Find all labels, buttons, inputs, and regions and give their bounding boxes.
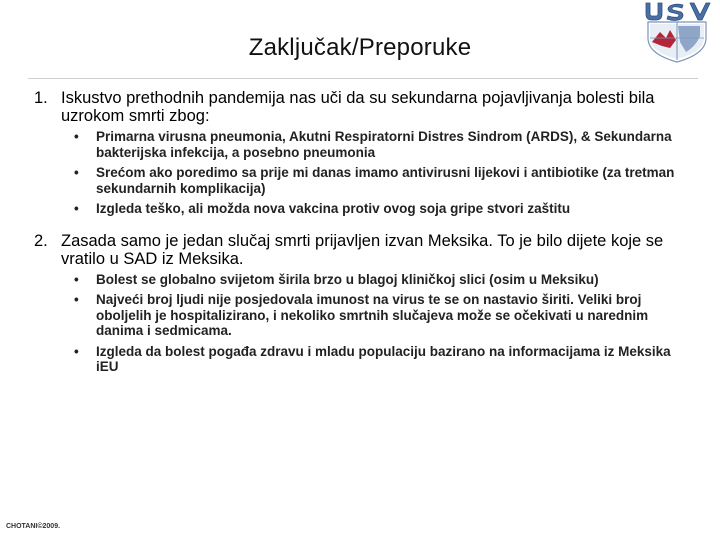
bullet-icon: • (74, 343, 79, 359)
content-area (34, 89, 694, 380)
bullet-icon: • (74, 292, 79, 307)
sub-list (34, 272, 694, 375)
sub-list-item (34, 292, 694, 339)
title-divider (28, 78, 698, 79)
bullet-icon: • (74, 165, 79, 180)
sub-list (34, 129, 694, 217)
list-item-text: Zasada samo je jedan slučaj smrti prijavljen izvan Meksika. To je bilo dijete koje se vratilo u SAD iz Meksika. (61, 231, 664, 268)
point-1 (34, 89, 694, 217)
sub-list-item (34, 201, 694, 217)
sub-item-text: Najveći broj ljudi nije posjedovala imunost na virus te se on nastavio širiti. Veliki broj oboljelih je hospitalizirano, i nekoliko smrtnih slučajeva može se očekivati u narednim danima i sedmicama. (96, 292, 649, 338)
sub-list-item (34, 129, 694, 160)
main-list-item (34, 89, 694, 125)
university-shield-icon (640, 2, 714, 64)
copyright-footer: CHOTANI©2009. (6, 523, 61, 530)
main-list-item (34, 232, 694, 268)
sub-list-item (34, 165, 694, 196)
slide-title: Zaključak/Preporuke (248, 34, 472, 61)
sub-item-text: Srećom ako poredimo sa prije mi danas imamo antivirusni lijekovi i antibiotike (za tretman sekundarnih komplikacija) (96, 165, 675, 196)
sub-item-text: Izgleda da bolest pogađa zdravu i mladu populaciju bazirano na informacijama iz Meksika iEU (96, 343, 671, 374)
sub-item-text: Primarna virusna pneumonia, Akutni Respiratorni Distres Sindrom (ARDS), & Sekundarna bakterijska infekcija, a posebno pneumonia (96, 129, 672, 160)
sub-list-item (34, 272, 694, 288)
spacer (34, 222, 694, 232)
bullet-icon: • (74, 129, 79, 144)
list-number: 1. (34, 89, 48, 107)
sub-item-text: Bolest se globalno svijetom širila brzo u blagoj kliničkoj slici (osim u Meksiku) (96, 271, 599, 287)
sub-list-item (34, 344, 694, 375)
bullet-icon: • (74, 271, 79, 287)
sub-item-text: Izgleda teško, ali možda nova vakcina protiv ovog soja gripe stvori zaštitu (96, 201, 571, 216)
point-2 (34, 232, 694, 375)
bullet-icon: • (74, 201, 79, 216)
list-item-text: Iskustvo prethodnih pandemija nas uči da su sekundarna pojavljivanja bolesti bila uzrokom smrti zbog: (61, 89, 655, 125)
list-number: 2. (34, 231, 48, 250)
